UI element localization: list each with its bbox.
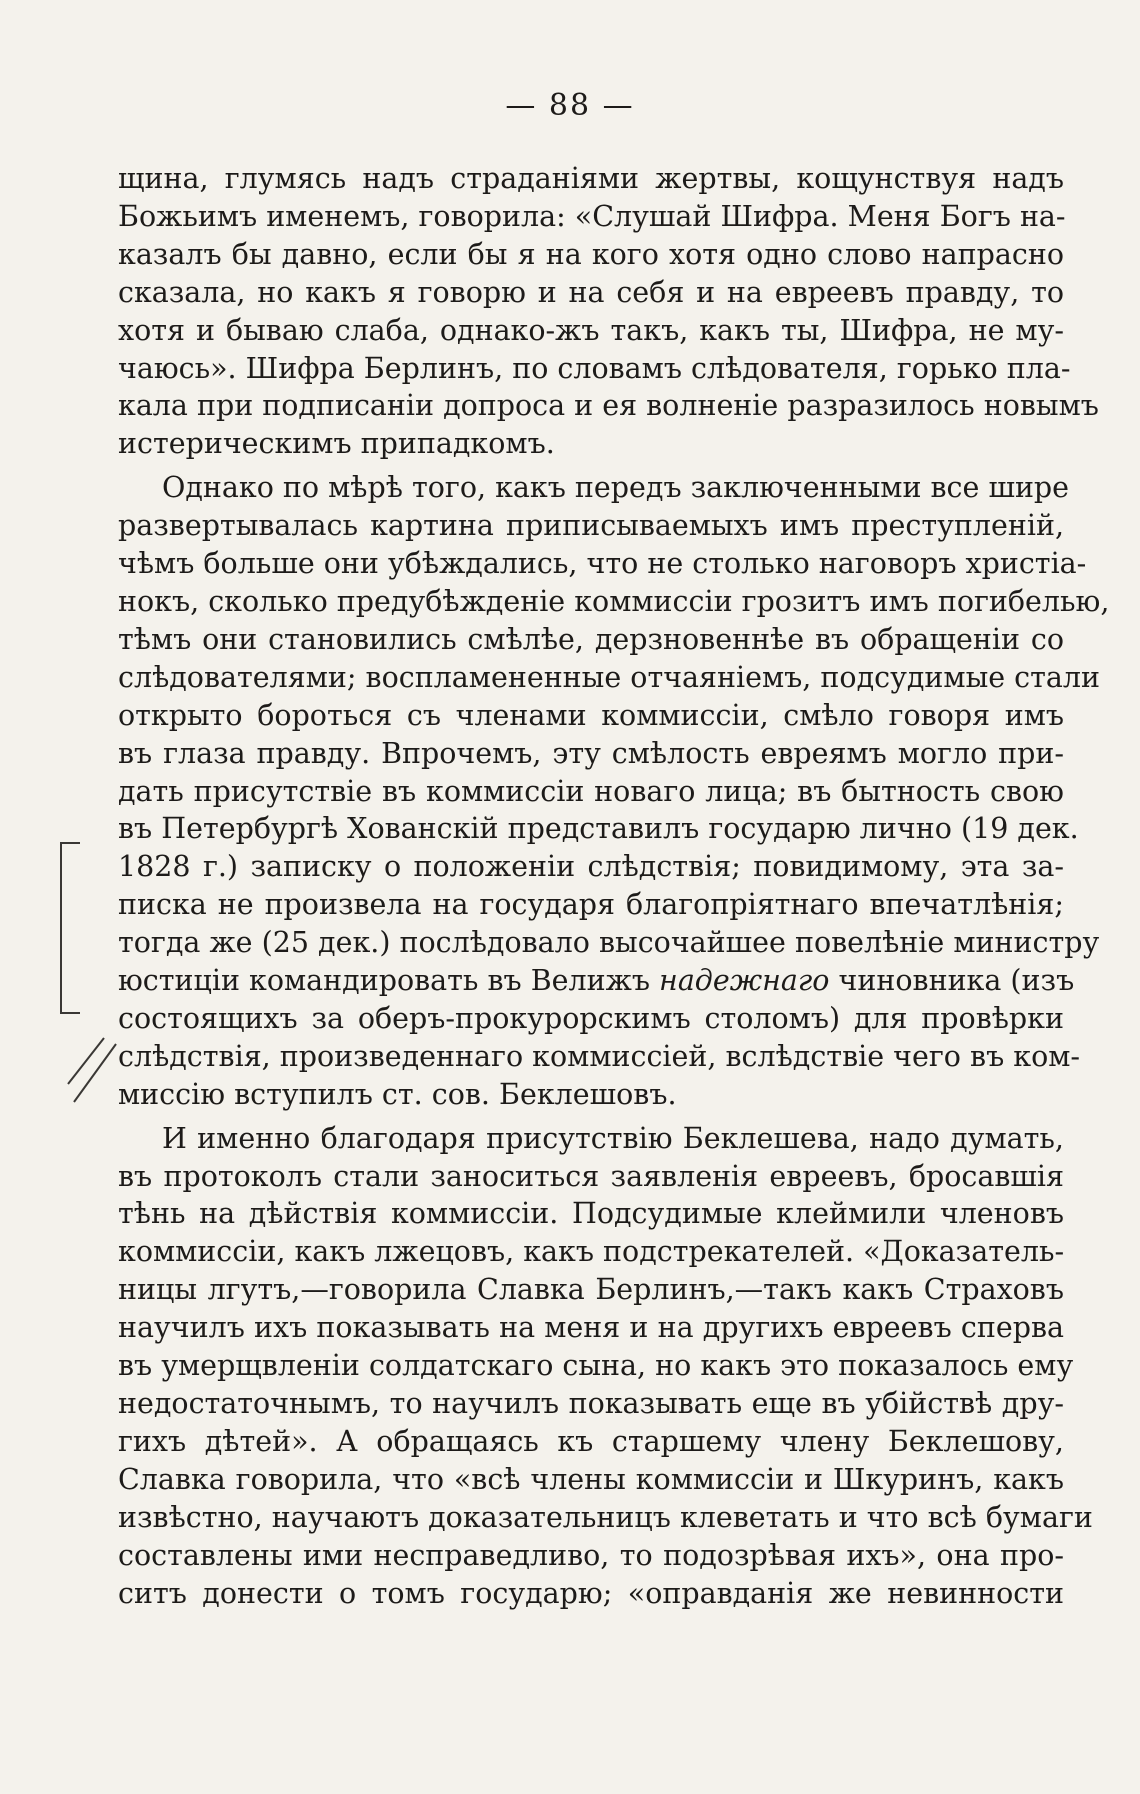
text-line: научилъ ихъ показывать на меня и на другихъ евреевъ сперва — [118, 1311, 1064, 1345]
italic-word: надежнаго — [659, 964, 830, 998]
text-line: миссію вступилъ ст. сов. Беклешовъ. — [118, 1077, 677, 1111]
text-line: чѣмъ больше они убѣждались, что не столько наговоръ христіа- — [118, 547, 1087, 581]
text-line: въ Петербургѣ Хованскій представилъ государю лично (19 дек. — [118, 812, 1079, 846]
paragraph-3 — [118, 1120, 1093, 1613]
text-line: тѣмъ они становились смѣлѣе, дерзновеннѣе въ обращеніи со — [118, 622, 1064, 656]
text-line: хотя и бываю слаба, однако-жъ такъ, какъ ты, Шифра, не му- — [118, 313, 1064, 347]
text-line: 1828 г.) записку о положеніи слѣдствія; повидимому, эта за- — [118, 850, 1064, 884]
text-line: открыто бороться съ членами коммиссіи, смѣло говоря имъ — [118, 698, 1064, 732]
text-line: недостаточнымъ, то научилъ показывать еще въ убійствѣ дру- — [118, 1387, 1064, 1420]
text-line: въ глаза правду. Впрочемъ, эту смѣлость евреямъ могло при- — [118, 736, 1064, 770]
text-line: гихъ дѣтей». А обращаясь къ старшему члену Беклешову, — [118, 1424, 1064, 1458]
text-line: чаюсь». Шифра Берлинъ, по словамъ слѣдователя, горько пла- — [118, 351, 1071, 385]
text-line: писка не произвела на государя благопріятнаго впечатлѣнія; — [118, 888, 1064, 922]
text-line: тѣнь на дѣйствія коммиссіи. Подсудимые клеймили членовъ — [118, 1197, 1064, 1231]
text-line: дать присутствіе въ коммиссіи новаго лица; въ бытность свою — [118, 774, 1064, 808]
text-segment: чиновника (изъ — [838, 964, 1075, 998]
page-number: — 88 — — [505, 88, 635, 123]
pencil-slash-mark — [60, 1036, 120, 1106]
text-line-with-italic — [118, 962, 1075, 1000]
text-line: въ умерщвленіи солдатскаго сына, но какъ это показалось ему — [118, 1349, 1074, 1383]
text-line: нокъ, сколько предубѣжденіе коммиссіи грозитъ имъ погибелью, — [118, 584, 1110, 618]
text-line: кала при подписаніи допроса и ея волненіе разразилось новымъ — [118, 389, 1099, 423]
text-line: Однако по мѣрѣ того, какъ передъ заключенными все шире — [162, 471, 1070, 505]
text-line: слѣдователями; воспламененные отчаяніемъ, подсудимые стали — [118, 660, 1100, 694]
text-line: ницы лгутъ,—говорила Славка Берлинъ,—такъ какъ Страховъ — [118, 1273, 1064, 1307]
text-line: коммиссіи, какъ лжецовъ, какъ подстрекателей. «Доказатель- — [118, 1235, 1065, 1269]
text-line: составлены ими несправедливо, то подозрѣвая ихъ», она про- — [118, 1538, 1064, 1572]
text-line: Божьимъ именемъ, говорила: «Слушай Шифра. Меня Богъ на- — [118, 199, 1066, 233]
text-line: истерическимъ припадкомъ. — [118, 427, 555, 461]
text-segment: юстиціи командировать въ Велижъ — [118, 964, 650, 998]
text-line: извѣстно, научаютъ доказательницъ клеветать и что всѣ бумаги — [118, 1500, 1093, 1534]
text-line: Славка говорила, что «всѣ члены коммиссіи и Шкуринъ, какъ — [118, 1462, 1064, 1496]
text-line: ситъ донести о томъ государю; «оправданія же невинности — [118, 1576, 1064, 1610]
text-line: И именно благодаря присутствію Беклешева, надо думать, — [162, 1121, 1064, 1155]
text-line: слѣдствія, произведеннаго коммиссіей, вслѣдствіе чего въ ком- — [118, 1039, 1081, 1073]
paragraph-2 — [118, 469, 1110, 1113]
text-block — [118, 160, 1110, 1612]
text-line: казалъ бы давно, если бы я на кого хотя одно слово напрасно — [118, 237, 1064, 271]
text-line: сказала, но какъ я говорю и на себя и на евреевъ правду, то — [118, 275, 1064, 309]
text-line: тогда же (25 дек.) послѣдовало высочайшее повелѣніе министру — [118, 926, 1100, 960]
pencil-bracket-mark — [60, 842, 80, 1014]
text-line: щина, глумясь надъ страданіями жертвы, кощунствуя надъ — [118, 162, 1064, 195]
text-line: развертывалась картина приписываемыхъ имъ преступленій, — [118, 509, 1064, 543]
paragraph-1 — [118, 160, 1099, 463]
text-line: состоящихъ за оберъ-прокурорскимъ столомъ) для провѣрки — [118, 1001, 1064, 1035]
text-line: въ протоколъ стали заноситься заявленія евреевъ, бросавшія — [118, 1159, 1064, 1193]
